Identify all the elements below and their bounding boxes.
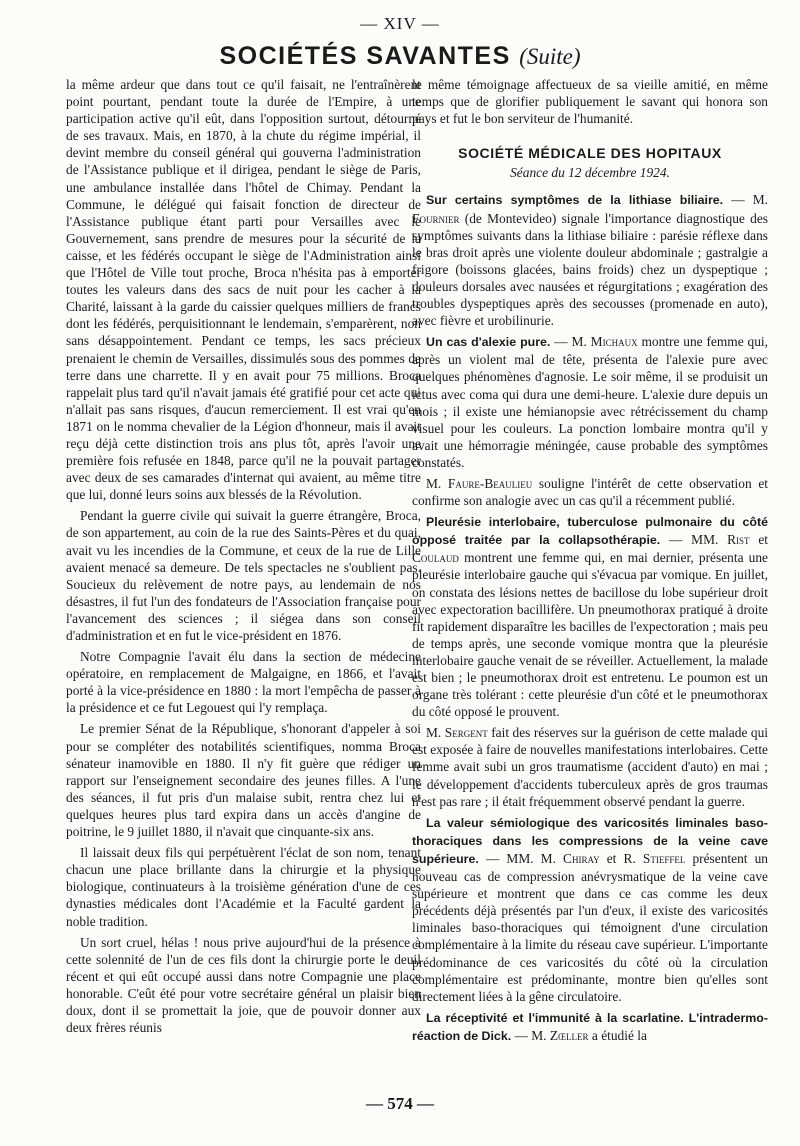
separator: — M. — [550, 334, 591, 350]
conjunction: et — [749, 532, 768, 548]
author-name: Chiray — [563, 850, 600, 866]
separator: — MM. — [660, 532, 728, 548]
article-lithiase — [412, 191, 768, 329]
article-discussion — [412, 475, 768, 509]
article-title: Pleurésie interlobaire, tuberculose pulmonaire du côté opposé traitée par la collapsothérapie. — [412, 515, 768, 548]
author-name: Coulaud — [412, 550, 459, 566]
author-name: Sergent — [444, 725, 488, 741]
roman-page-number: — XIV — — [360, 14, 440, 33]
author-name: Stieffel — [642, 850, 686, 866]
prefix: M. — [426, 475, 448, 491]
article-scarlatine — [412, 1009, 768, 1045]
article-title: Un cas d'alexie pure. — [426, 335, 551, 350]
article-title: La réceptivité et l'immunité à la scarlatine. L'intradermo-réaction de Dick. — [412, 1010, 768, 1043]
header-title: SOCIÉTÉS SAVANTES — [219, 42, 511, 70]
article-body: montrent une femme qui, en mai dernier, présenta une pleurésie interlobaire gauche qui s'évacua par vomique. En juillet, on constata des lésions nettes de bacillose du lobe supérieur droit avec expectoration bacillifère. Un pneumothorax pratiqué à droite fit rapidement disparaître les bacilles de l'expectoration ; mais peu de temps après, une seconde vomique montra que la pleurésie interlobaire gauche venait de se réveiller. Actuellement, la malade est bien ; le pneumothorax droit est entretenu. Le poumon est un organe très tolérant : cette pleurésie d'un côté et le pneumothorax du côté opposé le prouvent. — [412, 550, 768, 720]
paragraph: Un sort cruel, hélas ! nous prive aujourd'hui de la présence à cette solennité de l'un de ces fils dont la chirurgie porte le deuil récent et qui eût occupé aussi dans notre Compagnie une place honorable. C'eût été pour votre secrétaire général un plaisir bien doux, dont il se promettait la joie, que de pouvoir donner aux deux frères réunis — [66, 934, 421, 1036]
author-name: Michaux — [590, 334, 638, 350]
article-varicosites — [412, 814, 768, 1005]
article-body: souligne l'intérêt de cette observation et confirme son analogie avec un cas qu'il a récemment publié. — [412, 475, 768, 509]
article-title: La valeur sémiologique des varicosités liminales baso-thoraciques dans les compressions de la veine cave supérieure. — [412, 815, 768, 866]
article-body: fait des réserves sur la guérison de cette malade qui est exposée à faire de nouvelles manifestations interlobaires. Cette femme avait subi un gros traumatisme (accident d'auto) en mai ; le développement d'accidents tuberculeux après de gros traumas n'est pas rare ; il était fréquemment observé pendant la guerre. — [412, 725, 768, 809]
paragraph: Notre Compagnie l'avait élu dans la section de médecine opératoire, en remplacement de Malgaigne, en 1866, et l'avait porté à la vice-présidence en 1880 : la mort l'empêcha de passer à la présidence et ce fut Legouest qui l'y remplaça. — [66, 649, 421, 716]
paragraph: la même ardeur que dans tout ce qu'il faisait, ne l'entraînèrent point pourtant, pendant toute la durée de l'Empire, à une participation active qu'il eût, dans l'opposition surtout, détourné de ses travaux. Mais, en 1870, à la chute du régime impérial, il devint membre du conseil général qui gouverna l'administration de l'Assistance publique et il dirigea, pendant le siège de Paris, une ambulance installée dans l'hôtel de Chimay. Pendant la Commune, le délégué qui faisait fonction de directeur de l'Assistance publique étant parti pour Versailles avec le Gouvernement, sans prendre de mesures pour la sécurité de la caisse, et les fédérés occupant le siège de l'Administration ainsi que l'Hôtel de Ville tout proche, Broca n'hésita pas à emporter toutes les valeurs dans des sacs de nuit pour les cacher à la Charité, laissant à la garde du caissier quelques milliers de francs dont les fédérés, perquisitionnant le lendemain, s'emparèrent, non sans désappointement. Pendant ce temps, les sacs précieux prenaient le chemin de Versailles, dissimulés sous des pommes de terre dans une charrette. Il y en avait pour 75 millions. Broca rappelait plus tard qu'il n'avait jamais été gratifié pour cet acte qui n'allait pas sans risques, d'aucun remerciement. Il est vrai qu'en 1871 on le nomma chevalier de la Légion d'honneur, mais il avait reçu déjà cette distinction trois ans plus tôt, après l'avoir une première fois refusée en 1848, parce qu'il ne la pouvait partager avec deux de ses camarades d'internat qui avaient, au même titre que lui, donné leurs soins aux blessés de la Révolution. — [66, 77, 421, 503]
paragraph: Le premier Sénat de la République, s'honorant d'appeler à soi pour se compléter des notabilités scientifiques, nomma Broca sénateur inamovible en 1880. Il n'y fit guère que rédiger un rapport sur l'enseignement secondaire des jeunes filles. A l'une des séances, il fut pris d'un malaise subit, rentra chez lui et quelques heures plus tard expira dans un accès d'angine de poitrine, le 9 juillet 1880, il n'avait que cinquante-six ans. — [66, 721, 421, 840]
article-title: Sur certains symptômes de la lithiase biliaire. — [426, 193, 724, 208]
paragraph: Pendant la guerre civile qui suivait la guerre étrangère, Broca, de son appartement, au coin de la rue des Saints-Pères et du quai, avait vu les incendies de la Commune, et ceux de la rue de Lille avaient menacé sa demeure. De tels spectacles ne s'oublient pas. Soucieux du relèvement de notre pays, au lendemain de nos désastres, il fut l'un des fondateurs de l'Association française pour l'avancement des sciences ; il siégea dans son conseil d'administration et en fut le vice-président en 1876. — [66, 508, 421, 643]
article-body: (de Montevideo) signale l'importance diagnostique des symptômes suivants dans la lithiase biliaire : parésie réflexe dans le bras droit après une violente douleur abdominale ; gastralgie a frigore (boissons glacées, bains froids) chez un dyspeptique ; douleurs dorsales avec nausées et régurgitations ; exagération des troubles dyspeptiques après des secousses (promenade en auto), avec fièvre et urobilinurie. — [412, 210, 768, 329]
author-name: Zœller — [549, 1027, 589, 1043]
author-name: Faure-Beaulieu — [447, 475, 533, 491]
article-body: présentent un nouveau cas de compression anévrysmatique de la veine cave supérieure et montrent que dans ce cas comme les deux précédents déjà présentés par l'un d'eux, il existe des varicosités liminales baso-thoraciques qui témoignent d'une circulation complémentaire à la limite du réseau cave supérieur. L'importante prédominance de ces varicosités du côté où la circulation complémentaire est prédominante, montre bien qu'elles sont directement liées à la gêne circulatoire. — [412, 850, 768, 1004]
article-alexie — [412, 333, 768, 471]
header-suite: (Suite) — [519, 44, 581, 69]
paragraph: Il laissait deux fils qui perpétuèrent l'éclat de son nom, tenant chacun une place brillante dans la chirurgie et la physique biologique, continuateurs à la troisième génération d'une de ces dynasties médicales dont l'Académie et la Faculté gardent la noble tradition. — [66, 845, 421, 929]
author-name: Fournier — [412, 210, 460, 226]
right-column — [412, 76, 768, 1045]
left-column — [66, 76, 421, 1036]
paragraph: le même témoignage affectueux de sa vieille amitié, en même temps que de glorifier publiquement le savant qui honora son pays et fut le bon serviteur de l'humanité. — [412, 77, 768, 127]
page-header — [0, 42, 800, 71]
seance-date: Séance du 12 décembre 1924. — [510, 165, 670, 181]
society-title: SOCIÉTÉ MÉDICALE DES HOPITAUX — [458, 145, 722, 162]
article-pleuresie — [412, 513, 768, 720]
author-name: Rist — [727, 532, 750, 548]
prefix: M. — [426, 725, 445, 741]
separator: — M. — [511, 1027, 550, 1043]
separator: — MM. M. — [478, 850, 564, 866]
page-number: — 574 — — [366, 1094, 434, 1113]
separator: — M. — [723, 192, 769, 208]
article-body: montre une femme qui, après un violent mal de tête, présenta de l'alexie pure avec quelques phénomènes d'agnosie. Le soir même, il se produisit un ictus avec coma qui dura une demi-heure. L'alexie dure depuis un mois ; il existe une hémianopsie avec rétrécissement du champ visuel pour les couleurs. La ponction lombaire montra qu'il y avait une hémorragie méningée, cause probable des symptômes constatés. — [412, 334, 768, 470]
article-discussion — [412, 724, 768, 809]
conjunction: et R. — [599, 850, 643, 866]
article-body: a étudié la — [588, 1027, 647, 1043]
